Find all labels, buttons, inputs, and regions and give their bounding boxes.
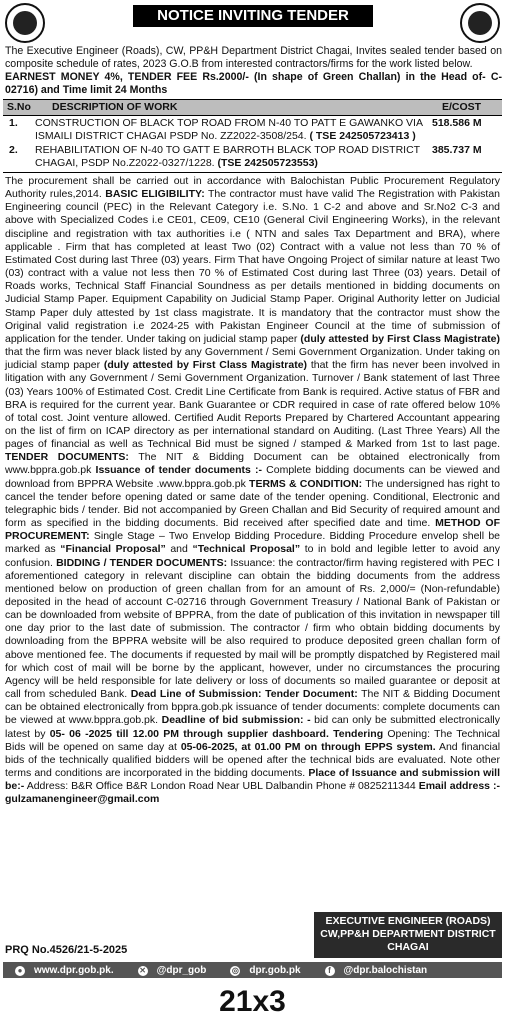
- eligibility-text: The contractor must have valid The Registration with Pakistan Engineering council (PEC) in the Relevant Category i.e. S.No. 1 C-2 and above and Sr.No2 C-3 and above with Specialized Codes i.e CE01, CE09, CE10 (General Civil Engineering Works), in the relevant discipline and registration with tax authorities i.e ( NTN and sales Tax Department and BRA), where applicable . Firm that has completed at least Two (02) Contract with a value not less than 70 % of Estimated Cost during last Three (03) years. Firm That have Ongoing Project of similar nature at least Two (03) contract with a value not less then 70 % of Estimated Cost during last Three (03) years. Detail of Roads works, Technical Staff Financial Soundness as per details mentioned in bidding documents on Judicial Stamp Paper. Equipment Capability on Judicial Stamp Paper. Original Authority letter on Judicial Stamp Paper duly attested by 1st class magistrate. It is mandatory that the contractor must show the Original valid registration i.e 2024-25 with Pakistan Engineer Council at the time of submission of application for the tender. Under taking on judicial stamp paper: [5, 188, 501, 345]
- issuance-label: Issuance of tender documents :-: [95, 464, 263, 477]
- work-table: [3, 116, 502, 173]
- terms-text: The undersigned has right to cancel the tender before opening dated or same date of the tender opening. Conditional, Electronic and telegraphic bids / tender. Bid not accompanied by Green Challan and Bid Security of required amount and form as specified in the bidding documents. Bid received after specified date and time.: [5, 477, 501, 530]
- notice-title: NOTICE INVITING TENDER: [133, 5, 373, 27]
- intro: [5, 45, 502, 97]
- twitter-icon: ✕: [139, 965, 146, 975]
- header-description: DESCRIPTION OF WORK: [52, 101, 178, 113]
- tender-documents-text: The NIT & Bidding Document can be obtained electronically from www.bppra.gob.pk: [5, 451, 501, 477]
- bid-deadline-label: Deadline of bid submission: -: [161, 714, 311, 727]
- row-description: [35, 144, 426, 170]
- facebook-link[interactable]: [319, 965, 434, 976]
- twitter-text: @dpr_gob: [156, 964, 207, 976]
- place-label: Place of Issuance and submission will be:-: [5, 767, 500, 793]
- intro-text: The Executive Engineer (Roads), CW, PP&H Department District Chagai, Invites sealed tender based on composite schedule of rates, 2023 G.O.B from interested contractors/firms for the work listed below.: [5, 45, 502, 70]
- attest-note-2: (duly attested by First Class Magistrate): [103, 359, 308, 372]
- twitter-link[interactable]: [132, 965, 213, 976]
- bidding-documents-label: BIDDING / TENDER DOCUMENTS:: [56, 556, 228, 569]
- notice-page: [3, 3, 502, 960]
- row-description: [35, 117, 426, 143]
- balochistan-emblem-icon: [460, 3, 500, 43]
- row-tse: ( TSE 242505723413 ): [309, 130, 416, 142]
- globe-icon: ●: [15, 966, 25, 976]
- executive-engineer-box: [314, 912, 502, 958]
- deadline-label: Dead Line of Submission: Tender Document:: [130, 688, 358, 701]
- row-number: 1.: [9, 117, 18, 129]
- bid-deadline-text: bid can only be submitted electronically latest by: [5, 714, 500, 740]
- blacklist-text: that the firm was never black listed by any Government / Semi Government Organization. Under taking on judicial stamp paper: [5, 346, 500, 372]
- web-icon: ◎: [231, 965, 239, 975]
- attest-note-1: (duly attested by First Class Magistrate): [300, 332, 501, 345]
- bidding-documents-text: Issuance: the contractor/firm having registered with PEC I aforementioned category in relevant discipline can obtain the bidding documents from the address mentioned below on production of green challan from for an amount of Rs. 2,000/= (Non-refundable) deposited in the head of account C-02716 through Government Treasury / National Bank of Pakistan or can be downloaded from website of BPPRA, from the date of publication of this invitation in newspaper till one day prior to the last date of submission. The contractor / firm who obtain bidding documents by downloading from the BPPRA website will be also required to produce deposited green challan form of above mentioned fee. The documents if requested by mail will be promptly dispatched by Registered mail for which cost of mail will be borne by the applicant, however, under no circumstances the procuring Agency will be held responsible for late delivery or loss of documents so mailed guarantee or deposit at call from scheduled Bank.: [5, 556, 501, 701]
- work-table-header: [3, 99, 502, 116]
- tender-documents-label: TENDER DOCUMENTS:: [5, 451, 129, 464]
- address-text: Address: B&R Office B&R London Road Near UBL Dalbandin Phone # 0825211344: [26, 780, 416, 793]
- ad-size-label: 21x3: [219, 985, 286, 1018]
- site-link[interactable]: [224, 965, 306, 976]
- basic-eligibility-label: BASIC ELIGIBILITY:: [105, 188, 205, 201]
- facebook-icon: f: [325, 966, 335, 976]
- row-description-text: CONSTRUCTION OF BLACK TOP ROAD FROM N-40 TO PATT E GAWANKO VIA ISMAILI DISTRICT CHAGAI PSDP No. ZZ2022-3508/254.: [35, 117, 423, 142]
- row-tse: (TSE 242505723553): [217, 157, 318, 169]
- submission-date: 05- 06 -2025 till 12.00 PM through supplier dashboard.: [49, 727, 329, 740]
- legible-text: to in bold and legible letter to avoid any confusion.: [5, 543, 501, 569]
- procurement-text: The procurement shall be carried out in accordance with Balochistan Public Procurement Regulatory Authority rules,2014.: [5, 175, 500, 201]
- method-label: METHOD OF PROCUREMENT:: [5, 517, 501, 543]
- row-description-text: REHABILITATION OF N-40 TO GATT E BARROTH BLACK TOP ROAD DISTRICT CHAGAI, PSDP No.Z2022-0327/1228.: [35, 144, 420, 169]
- deadline-text: The NIT & Bidding Document can be obtained electronically from bppra.gob.pk issuance of tender documents: complete documents can be viewed at www.bppra.gob.pk.: [5, 688, 501, 727]
- financial-bids-text: And financial bids of the technically qualified bidders will be opened after the technical bids are evaluated. Note other terms and conditions are incorporated in the bidding documents.: [5, 740, 501, 780]
- financial-proposal: “Financial Proposal”: [60, 543, 166, 556]
- technical-proposal: “Technical Proposal”: [192, 543, 301, 556]
- earnest-money: EARNEST MONEY 4%, TENDER FEE Rs.2000/- (In shape of Green Challan) in the Head of- C-02716) and Time limit 24 Months: [5, 71, 502, 96]
- row-cost: 518.586 M: [432, 117, 482, 129]
- social-bar: [3, 962, 502, 978]
- table-row: [3, 116, 502, 143]
- row-number: 2.: [9, 144, 18, 156]
- footer: [3, 908, 502, 960]
- notice-body: [3, 173, 502, 807]
- and-text: and: [170, 543, 188, 556]
- header-cost: E/COST: [442, 101, 482, 113]
- ee-line-2: CW,PP&H DEPARTMENT DISTRICT: [320, 928, 496, 940]
- table-row: [3, 143, 502, 170]
- opening-date: 05-06-2025, at 01.00 PM on through EPPS system.: [180, 740, 436, 753]
- row-cost: 385.737 M: [432, 144, 482, 156]
- prq-number: PRQ No.4526/21-5-2025: [5, 944, 128, 956]
- ee-line-1: EXECUTIVE ENGINEER (ROADS): [325, 915, 491, 927]
- government-logo-icon: [5, 3, 45, 43]
- tendering-label: Tendering: [333, 727, 384, 740]
- website-link[interactable]: [9, 965, 120, 976]
- opening-text: Opening: The Technical Bids will be opened on same day at: [5, 727, 501, 753]
- website-text: www.dpr.gob.pk.: [34, 964, 114, 976]
- header-sno: S.No: [7, 101, 31, 113]
- site-text: dpr.gob.pk: [249, 964, 301, 976]
- terms-label: TERMS & CONDITION:: [249, 477, 363, 490]
- issuance-text: Complete bidding documents can be viewed and download from BPPRA Website .www.bppra.gob.pk: [5, 464, 500, 490]
- litigation-text: that the firm has never been involved in litigation with any Government / Semi Government Organization. Turnover / Bank statement of last Three (03) Years 100% of Estimated Cost. Credit Line Certificate from Bank is required. Active status of FBR and BRA is required for the current year. Bank Guarantee or CDR required in case of rate offered below 10% of total cost. Joint venture allowed. Certified Audit Reports Prepared by Chartered Accountant appearing on the list of firm on ICAP directory as per international standard on Auditing. (Last Three Years) All the pages of financial as well as Technical Bid must be signed / stamped & Marked from 1st to last page.: [5, 359, 500, 451]
- email-text: Email address :- gulzamanengineer@gmail.com: [5, 780, 501, 806]
- facebook-text: @dpr.balochistan: [343, 964, 428, 976]
- method-text: Single Stage – Two Envelop Bidding Procedure. Bidding Procedure envelop shell be marked as: [5, 530, 501, 556]
- header: [3, 3, 502, 45]
- ee-line-3: CHAGAI: [387, 941, 429, 953]
